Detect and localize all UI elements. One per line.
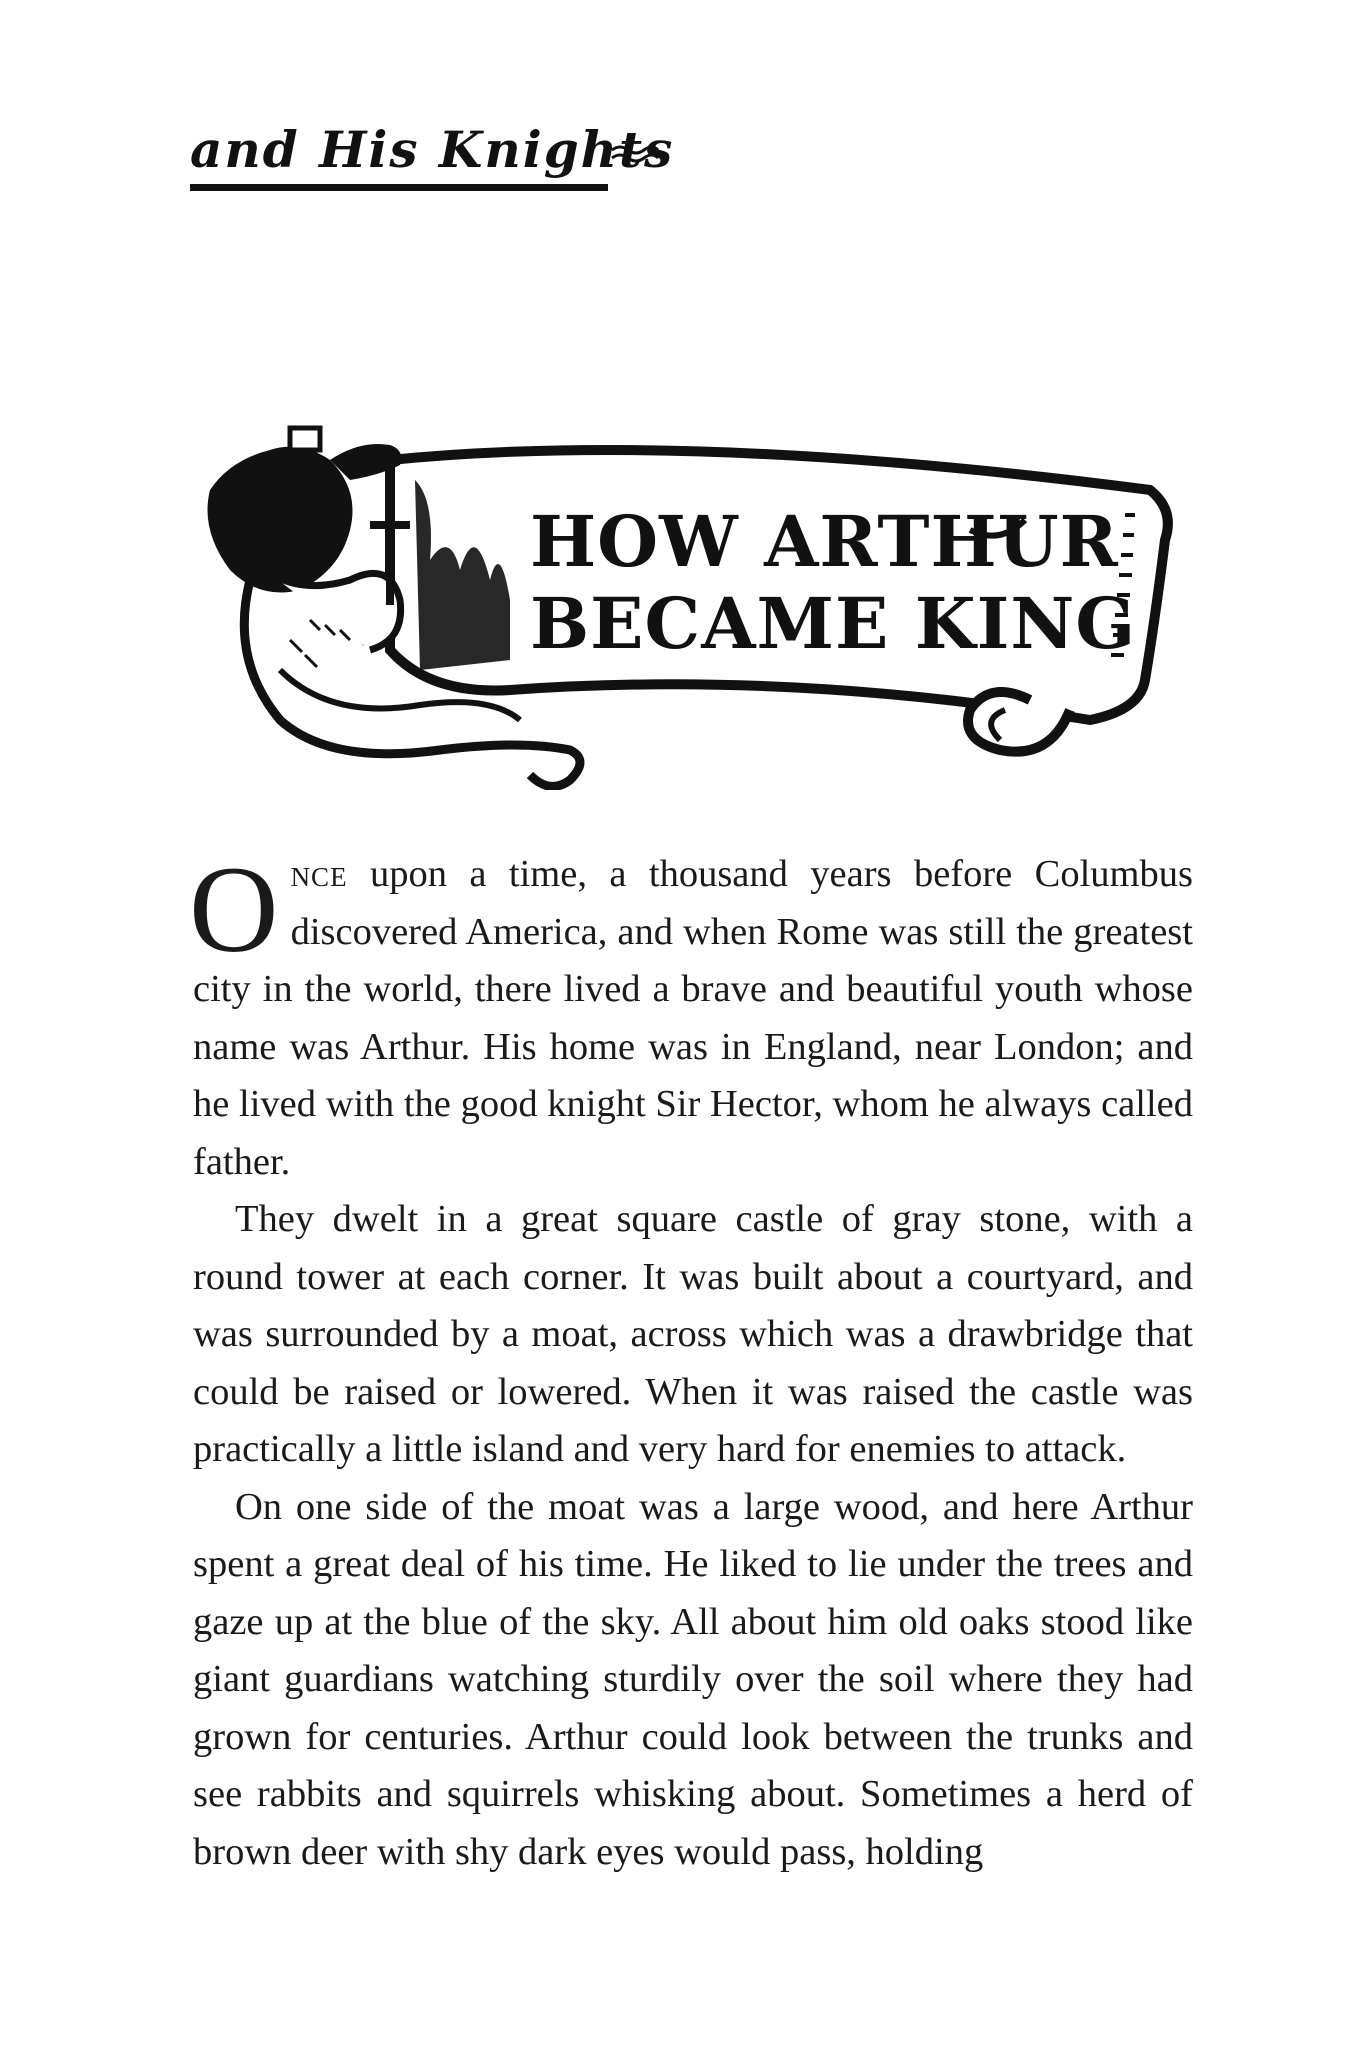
body-text (189, 841, 1193, 1881)
paragraph-1-text: upon a time, a thousand years before Columbus discovered America, and when Rome was still the greatest city in the world, there lived a brave and beautiful youth whose name was Arthur. His home was in England, near London; and he lived with the good knight Sir Hector, whom he always called father. (193, 853, 1193, 1183)
drop-cap: O (189, 841, 279, 978)
running-head-text: and His Knights (190, 120, 675, 179)
running-head-underline (190, 184, 608, 191)
first-word-smallcaps: nce (290, 853, 348, 895)
chapter-title-line-2: BECAME KING (530, 582, 1137, 665)
paragraph-3: On one side of the moat was a large wood, and here Arthur spent a great deal of his time. He liked to lie under the trees and gaze up at the blue of the sky. All about him old oaks stood like giant guardians watching sturdily over the soil where they had grown for centuries. Arthur could look between the trunks and see rabbits and squirrels whisking about. Sometimes a herd of brown deer with shy dark eyes would pass, holding (193, 1485, 1193, 1873)
wavy-lines-ornament-icon (610, 142, 660, 168)
paragraph-1 (189, 841, 1193, 1191)
paragraph-2: They dwelt in a great square castle of gray stone, with a round tower at each corner. It was built about a courtyard, and was surrounded by a moat, across which was a drawbridge that could be raised or lowered. When it was raised the castle was practically a little island and very hard for enemies to attack. (193, 1198, 1193, 1470)
running-head (190, 120, 675, 200)
chapter-title-line-1: HOW ARTHUR (530, 500, 1119, 583)
chapter-banner (190, 420, 1200, 790)
